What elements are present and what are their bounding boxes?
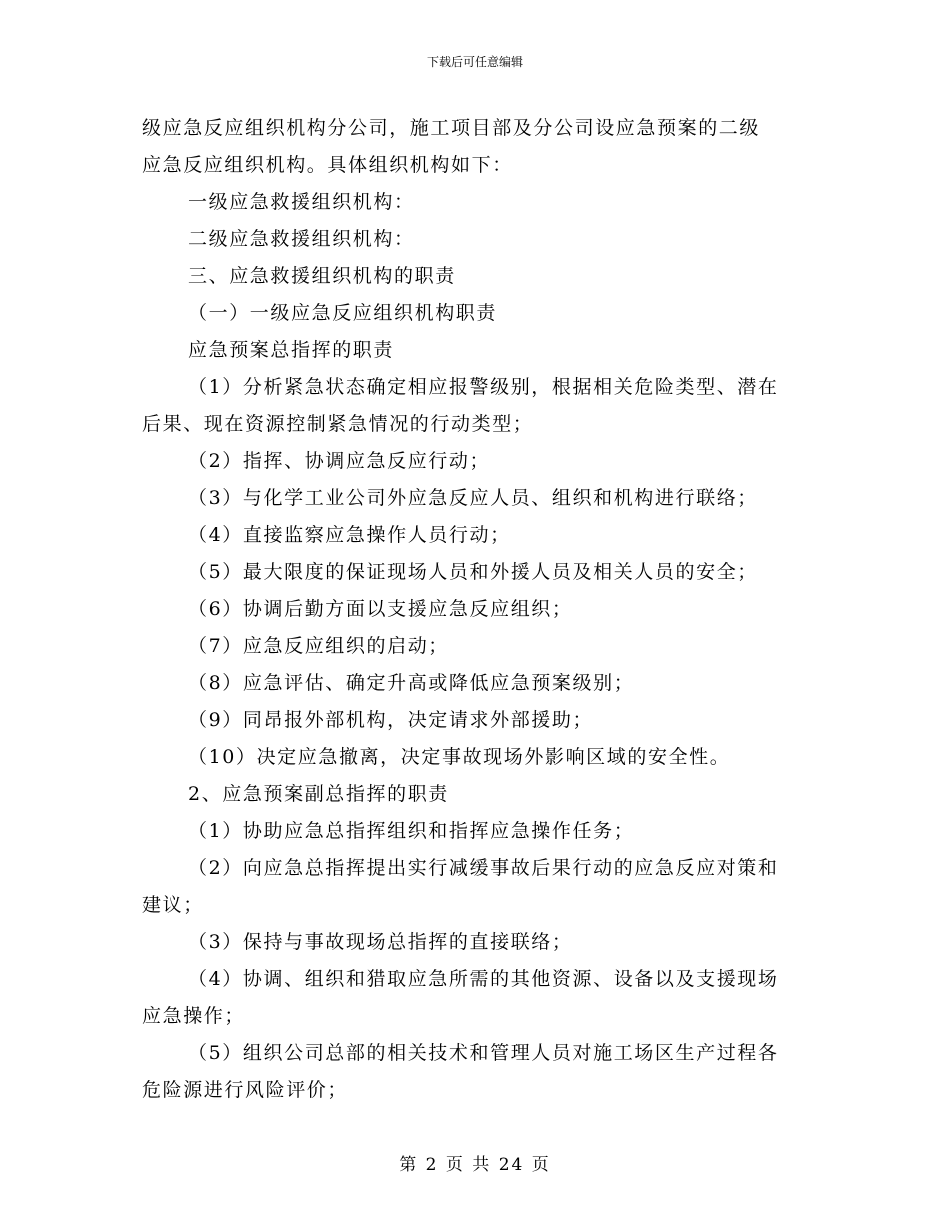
list-item: （3）与化学工业公司外应急反应人员、组织和机构进行联络； — [188, 487, 758, 509]
list-item: （7）应急反应组织的启动； — [188, 635, 449, 657]
list-item-continuation: 后果、现在资源控制紧急情况的行动类型； — [142, 413, 534, 435]
list-item: （5）组织公司总部的相关技术和管理人员对施工场区生产过程各 — [188, 1042, 779, 1064]
list-item: （1）分析紧急状态确定相应报警级别，根据相关危险类型、潜在 — [188, 376, 779, 398]
list-item: （1）协助应急总指挥组织和指挥应急操作任务； — [188, 820, 635, 842]
list-item-continuation: 建议； — [142, 894, 204, 916]
subsection-heading: （一）一级应急反应组织机构职责 — [188, 302, 498, 324]
document-body — [142, 110, 810, 1109]
paragraph-line: 二级应急救援组织机构： — [188, 228, 415, 250]
list-item: （10）决定应急撤离，决定事故现场外影响区域的安全性。 — [188, 746, 731, 768]
list-item: （8）应急评估、确定升高或降低应急预案级别； — [188, 672, 635, 694]
list-item: （4）协调、组织和猎取应急所需的其他资源、设备以及支援现场 — [188, 968, 779, 990]
paragraph-line: 一级应急救援组织机构： — [188, 191, 415, 213]
paragraph-line: 应急预案总指挥的职责 — [188, 339, 395, 361]
section-heading: 三、应急救援组织机构的职责 — [188, 265, 456, 287]
paragraph-line: 级应急反应组织机构分公司，施工项目部及分公司设应急预案的二级 — [142, 117, 761, 139]
page-number-footer: 第 2 页 共 24 页 — [399, 1155, 551, 1175]
paragraph-line: 应急反应组织机构。具体组织机构如下： — [142, 154, 513, 176]
list-item-continuation: 危险源进行风险评价； — [142, 1079, 349, 1101]
list-item: （5）最大限度的保证现场人员和外援人员及相关人员的安全； — [188, 561, 758, 583]
page-header: 下载后可任意编辑 — [426, 55, 523, 69]
list-item: （4）直接监察应急操作人员行动； — [188, 524, 511, 546]
section-heading: 2、应急预案副总指挥的职责 — [188, 783, 449, 805]
list-item: （6）协调后勤方面以支援应急反应组织； — [188, 598, 573, 620]
list-item: （2）指挥、协调应急反应行动； — [188, 450, 491, 472]
list-item: （3）保持与事故现场总指挥的直接联络； — [188, 931, 573, 953]
list-item: （9）同昂报外部机构，决定请求外部援助； — [188, 709, 594, 731]
list-item: （2）向应急总指挥提出实行减缓事故后果行动的应急反应对策和 — [188, 857, 779, 879]
list-item-continuation: 应急操作； — [142, 1005, 246, 1027]
